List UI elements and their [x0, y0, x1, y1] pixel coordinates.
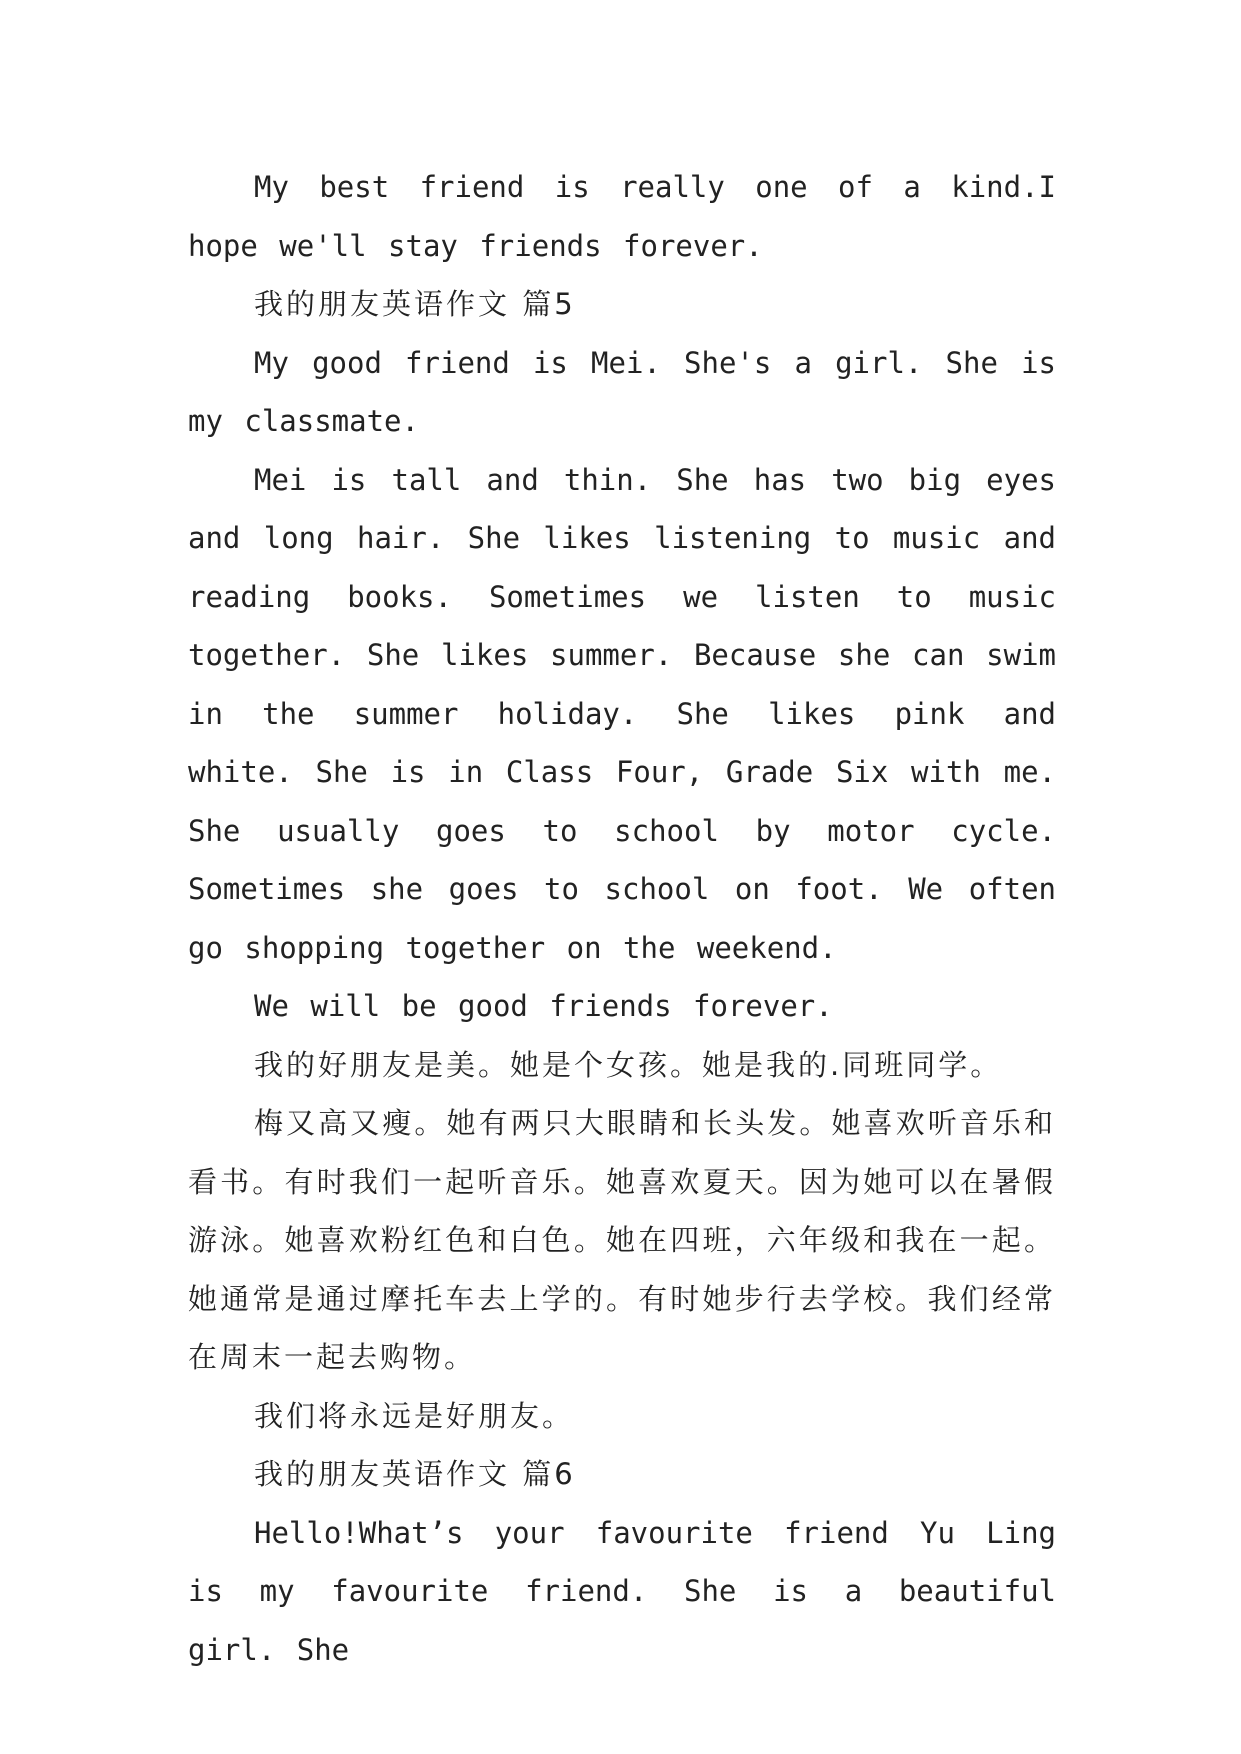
paragraph-mei-description: Mei is tall and thin. She has two big eyes and long hair. She likes listening to music and reading books. Sometimes we listen to music together. She likes summer. Because she can swim in the summer holiday. She likes pink and white. She is in Class Four, Grade Six with me. She usually goes to school by motor cycle. Sometimes she goes to school on foot. We often go shopping together on the weekend.: [188, 462, 1056, 965]
paragraph-closing-friends-forever: My best friend is really one of a kind.I hope we'll stay friends forever.: [188, 170, 1056, 263]
paragraph-cn-mei-description: 梅又高又瘦。她有两只大眼睛和长头发。她喜欢听音乐和看书。有时我们一起听音乐。她喜欢夏天。因为她可以在暑假游泳。她喜欢粉红色和白色。她在四班，六年级和我在一起。她通常是通过摩托车去上学的。有时她步行去学校。我们经常在周末一起去购物。: [188, 1106, 1056, 1374]
document-body: [188, 158, 1056, 1679]
paragraph-good-friend-mei: My good friend is Mei. She's a girl. She is my classmate.: [188, 345, 1056, 438]
paragraph-good-friends-forever: We will be good friends forever.: [254, 989, 833, 1023]
paragraph-cn-good-friend-mei: 我的好朋友是美。她是个女孩。她是我的.同班同学。: [254, 1047, 1003, 1082]
section-heading-5: 我的朋友英语作文 篇5: [254, 287, 576, 321]
paragraph-yu-ling-intro: Hello!What’s your favourite friend Yu Ling is my favourite friend. She is a beautiful girl. She: [188, 1515, 1056, 1667]
section-heading-6: 我的朋友英语作文 篇6: [254, 1457, 576, 1491]
paragraph-cn-friends-forever: 我们将永远是好朋友。: [254, 1398, 575, 1433]
